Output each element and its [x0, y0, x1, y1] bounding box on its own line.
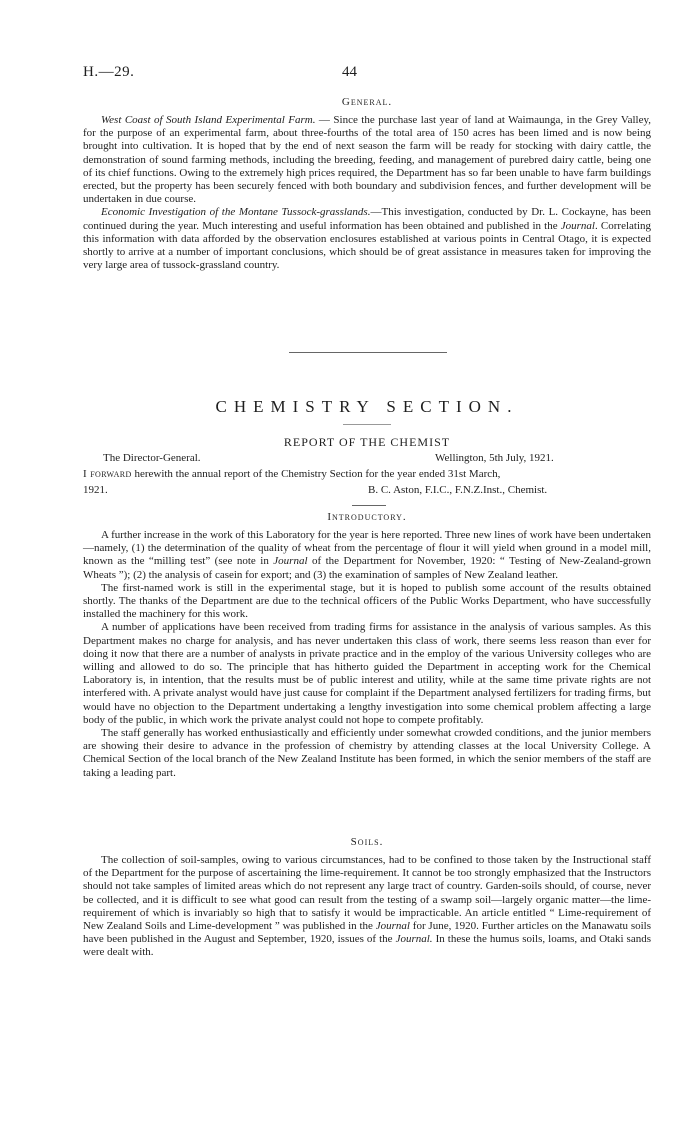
intro-paragraph-2: The first-named work is still in the experimental stage, but it is hoped to publish some account of the results obtained shortly. The thanks of the Department are due to the technical officers of the Public Works Department, who have successfully installed the machinery for this work.	[83, 581, 651, 621]
soils-text-b: for June, 1920. Further articles on the Manawatu soils have been published in the August and September, 1920, issues of the	[83, 920, 652, 946]
west-coast-body: — Since the purchase last year of land at Waimaunga, in the Grey Valley, for the purpose of an experimental farm, about three-fourths of the total area of 150 acres has been limed and is now being brought into cultivation. It is hoped that by the end of next season the farm will be ready for stocking with dairy cattle, the demonstration of sound farming methods, including the breeding, feeding, and management of purebred dairy cattle, being one of its chief functions. Owing to the extremely high prices required, the Department has so far been unable to have farm buildings erected, but the property has been securely fenced with both boundary and subdivision fences, and further development will be undertaken in due course.	[83, 114, 651, 206]
intro-paragraph-4: The staff generally has worked enthusiastically and efficiently under somewhat crowded conditions, and the junior members are showing their desire to advance in the profession of chemistry by attending classes at the local University College. A Chemical Section of the local branch of the New Zealand Institute has been formed, in which the senior members of the staff are taking a leading part.	[83, 727, 651, 779]
tussock-paragraph	[83, 206, 651, 272]
report-title: REPORT OF THE CHEMIST	[283, 435, 451, 449]
west-coast-lead: West Coast of South Island Experimental Farm.	[101, 114, 316, 126]
chemistry-section-title: CHEMISTRY SECTION.	[215, 397, 519, 416]
soils-section	[83, 836, 651, 960]
general-section	[83, 96, 651, 272]
forward-lead: I forward	[83, 468, 132, 480]
title-divider	[343, 424, 391, 425]
soils-journal-2: Journal.	[395, 933, 433, 946]
soils-text-a: The collection of soil-samples, owing to various circumstances, had to be confined to those taken by the Instructional staff of the Department for the purpose of ascertaining the lime-requirement. It cannot be too strongly emphasized that the Instructors should not take samples of limited areas which do not represent any large tract of country. Garden-soils should, of course, never be collected, and it is difficult to see what good can result from the testing of a swamp soil—largely organic matter—the lime-requirement of which is invariably so high that to satisfy it would be impracticable. An article entitled “ Lime-requirement of New Zealand Soils and Lime-development ” was published in the	[83, 854, 651, 933]
general-heading: General.	[341, 96, 393, 108]
signature: B. C. Aston, F.I.C., F.N.Z.Inst., Chemist.	[368, 484, 548, 496]
tussock-body-a: —This investigation, conducted by Dr. L. Cockayne, has been continued during the year. Much interesting and useful information has been obtained and published in the	[83, 206, 652, 232]
tussock-journal: Journal	[560, 219, 595, 232]
soils-journal-1: Journal	[375, 920, 410, 933]
place-date: Wellington, 5th July, 1921.	[435, 452, 554, 464]
introductory-heading: Introductory.	[327, 511, 407, 523]
soils-paragraph	[83, 854, 651, 960]
soils-heading: Soils.	[350, 836, 384, 848]
section-divider	[289, 352, 447, 353]
tussock-body-b: . Correlating this information with data afforded by the observation enclosures established at various points in Central Otago, it is expected shortly to arrive at a number of important conclusions, which should be of great assistance in measures taken for improving the very large area of tussock-grassland country.	[83, 219, 651, 272]
introductory-section	[83, 511, 651, 780]
intro-p1-text-a: A further increase in the work of this Laboratory for the year is here reported. Three new lines of work have been undertaken—namely, (1) the determination of the quality of wheat from the percentage of flour it will yield when ground in a model mill, known as the “milling test” (see note in	[83, 529, 651, 568]
tussock-lead: Economic Investigation of the Montane Tussock-grasslands.	[101, 206, 371, 219]
signature-divider	[352, 505, 386, 506]
addressee: The Director-General.	[103, 452, 201, 464]
page-reference: H.—29.	[83, 64, 135, 80]
soils-text-c: In these the humus soils, loams, and Otaki sands were dealt with.	[83, 933, 651, 959]
forward-line	[83, 468, 500, 481]
report-year: 1921.	[83, 484, 108, 496]
intro-p1-journal: Journal	[273, 555, 308, 568]
intro-p1-text-b: of the Department for November, 1920: “ Testing of New-Zealand-grown Wheats ”); (2) the analysis of casein for export; and (3) the examination of samples of New Zealand leather.	[83, 555, 651, 581]
intro-paragraph-3: A number of applications have been received from trading firms for assistance in the analysis of various samples. As this Department makes no charge for analysis, and has never undertaken this class of work, there seems less reason than ever for doing it now that there are a number of analysts in private practice and in the employ of the various University colleges who are willing and allowed to do so. The principle that has hitherto guided the Department in accepting work for the Chemical Laboratory is, in intention, that the results must be of public interest and utility, while at the same time private rights are not interfered with. A private analyst would have just cause for complaint if the Department analysed fertilizers for trading firms, but would have no objection to the Department undertaking a lengthy investigation into some chemical problem affecting a large body of the public, in which work the private analyst could not hope to compete profitably.	[83, 621, 651, 726]
page-number: 44	[342, 64, 357, 80]
forward-rest: herewith the annual report of the Chemistry Section for the year ended 31st March,	[131, 468, 501, 480]
intro-paragraph-1	[83, 529, 651, 582]
west-coast-paragraph	[83, 114, 651, 206]
